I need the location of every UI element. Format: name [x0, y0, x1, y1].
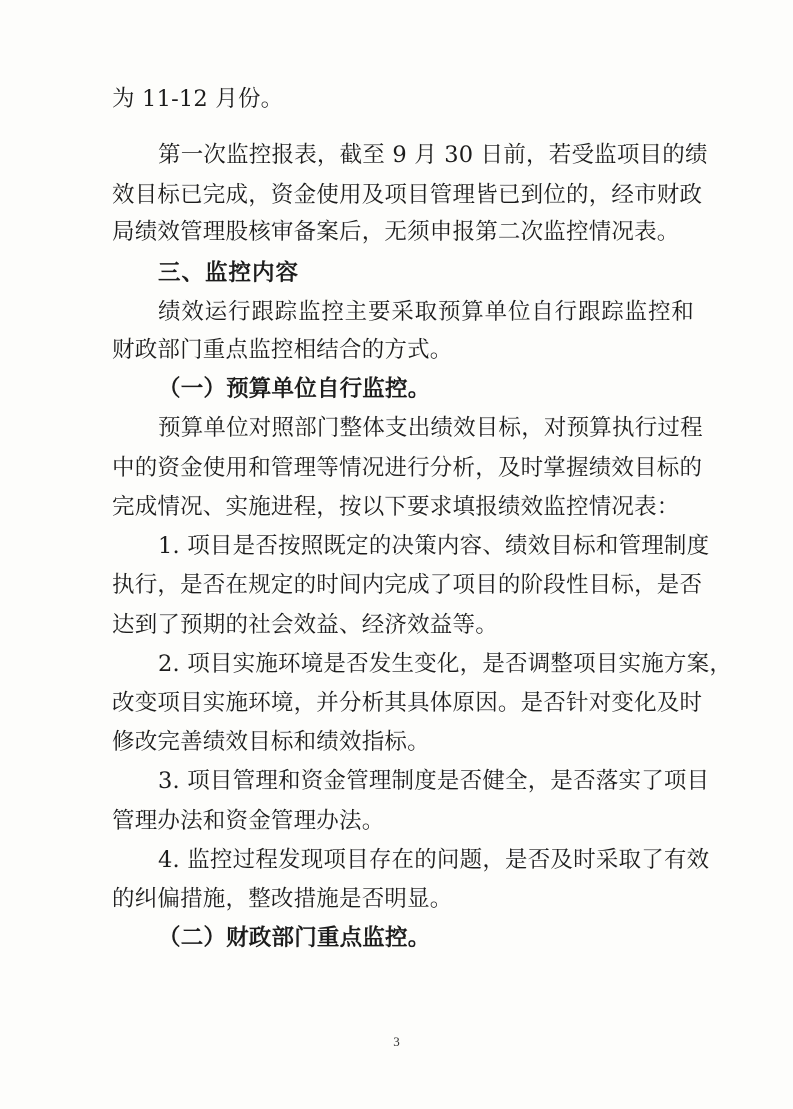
- text-line: 效目标已完成，资金使用及项目管理皆已到位的，经市财政: [112, 182, 703, 208]
- text-line: 第一次监控报表，截至 9 月 30 日前，若受监项目的绩: [158, 142, 708, 168]
- text-line: 局绩效管理股核审备案后，无须申报第二次监控情况表。: [112, 219, 680, 245]
- text-line: 1. 项目是否按照既定的决策内容、绩效目标和管理制度: [158, 533, 710, 559]
- text-line: 的纠偏措施，整改措施是否明显。: [112, 886, 453, 912]
- text-line: 预算单位对照部门整体支出绩效目标，对预算执行过程: [158, 415, 703, 441]
- text-line: 2. 项目实施环境是否发生变化，是否调整项目实施方案，: [158, 651, 733, 677]
- text-line: 达到了预期的社会效益、经济效益等。: [112, 612, 498, 638]
- subsection-heading: （二）财政部门重点监控。: [158, 925, 431, 951]
- subsection-heading: （一）预算单位自行监控。: [158, 376, 431, 402]
- text-line: 中的资金使用和管理等情况进行分析，及时掌握绩效目标的: [112, 455, 703, 481]
- page-number: 3: [393, 1034, 400, 1049]
- text-line: 执行，是否在规定的时间内完成了项目的阶段性目标，是否: [112, 572, 703, 598]
- text-line: 3. 项目管理和资金管理制度是否健全，是否落实了项目: [158, 768, 710, 794]
- text-line: 修改完善绩效目标和绩效指标。: [112, 729, 430, 755]
- text-line: 改变项目实施环境，并分析其具体原因。是否针对变化及时: [112, 690, 703, 716]
- section-heading: 三、监控内容: [158, 260, 300, 286]
- text-line: 管理办法和资金管理办法。: [112, 808, 385, 834]
- text-line: 4. 监控过程发现项目存在的问题，是否及时采取了有效: [158, 847, 710, 873]
- text-line: 财政部门重点监控相结合的方式。: [112, 337, 453, 363]
- text-line: 为 11-12 月份。: [112, 86, 284, 112]
- text-line: 绩效运行跟踪监控主要采取预算单位自行跟踪监控和: [158, 299, 694, 325]
- text-line: 完成情况、实施进程，按以下要求填报绩效监控情况表：: [112, 494, 680, 520]
